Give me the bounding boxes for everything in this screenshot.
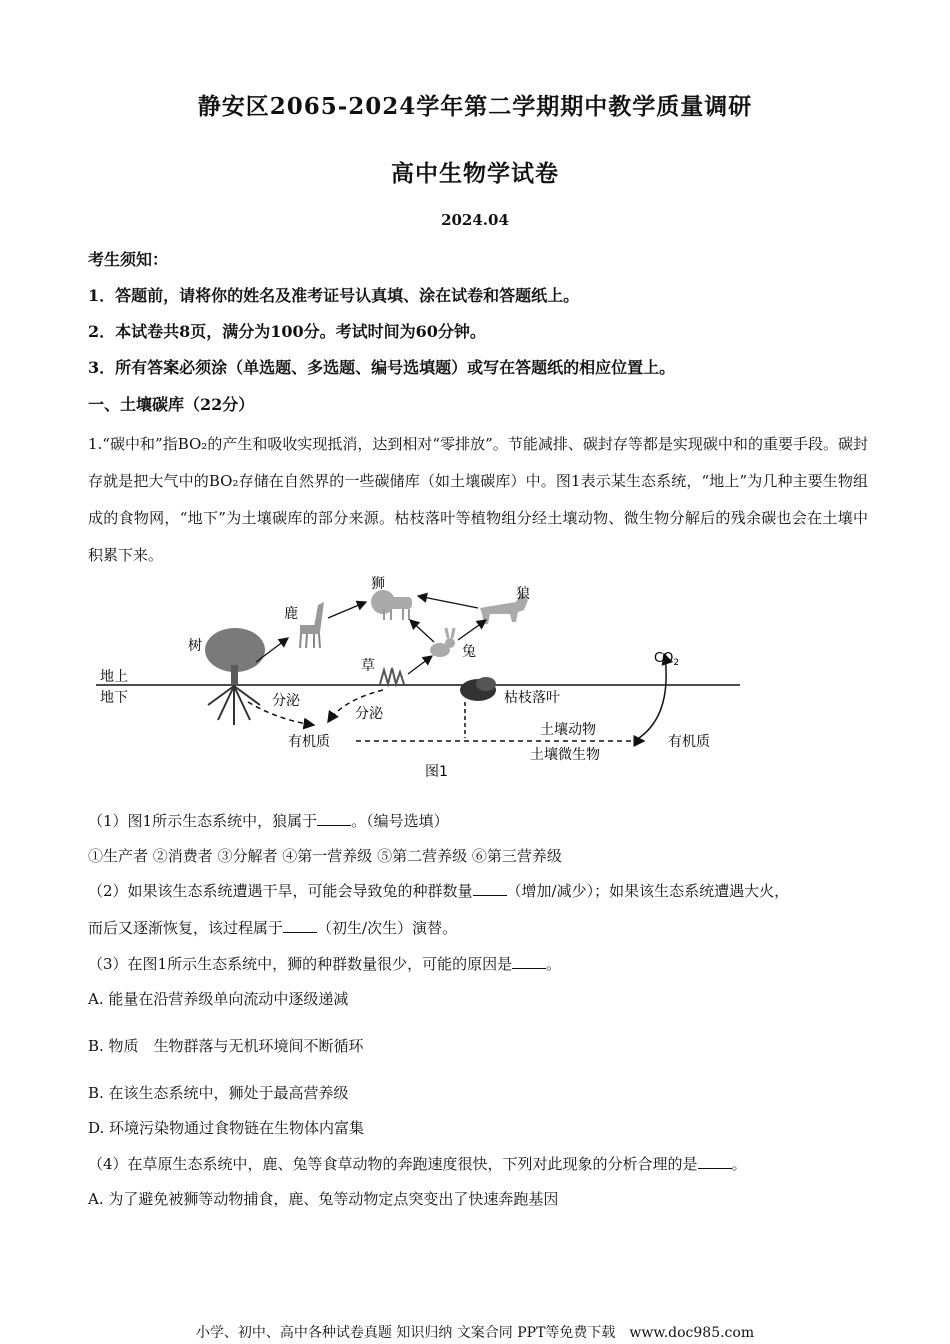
tree-icon xyxy=(205,628,265,725)
label-above: 地上 xyxy=(100,669,128,685)
label-rabbit: 兔 xyxy=(462,644,476,660)
answer-blank[interactable] xyxy=(512,954,546,969)
answer-blank[interactable] xyxy=(473,881,507,896)
label-secrete-2: 分泌 xyxy=(355,706,383,722)
option-c: B. 在该生态系统中，狮处于最高营养级 xyxy=(88,1084,349,1102)
exam-subtitle: 高中生物学试卷 xyxy=(391,160,559,187)
label-organic-left: 有机质 xyxy=(288,734,330,750)
notice-item: 2．本试卷共8页，满分为100分。考试时间为60分钟。 xyxy=(88,322,486,341)
question-4: （4）在草原生态系统中，鹿、兔等食草动物的奔跑速度很快，下列对此现象的分析合理的是 。 xyxy=(88,1155,747,1173)
label-soil-animals: 土壤动物 xyxy=(540,722,596,738)
notice-heading: 考生须知： xyxy=(88,250,169,269)
option-a: A. 为了避免被狮等动物捕食，鹿、兔等动物定点突变出了快速奔跑基因 xyxy=(88,1190,559,1208)
question-3: （3）在图1所示生态系统中，狮的种群数量很少，可能的原因是 。 xyxy=(88,955,562,973)
section-heading: 一、土壤碳库（22分） xyxy=(88,395,255,414)
label-soil-microbes: 土壤微生物 xyxy=(530,747,600,763)
label-secrete-1: 分泌 xyxy=(272,693,300,709)
answer-blank[interactable] xyxy=(317,811,351,826)
label-organic-right: 有机质 xyxy=(668,734,710,750)
lion-icon xyxy=(371,590,412,620)
notice-item: 3．所有答案必须涂（单选题、多选题、编号选填题）或写在答题纸的相应位置上。 xyxy=(88,358,676,377)
question-2-line2: 而后又逐渐恢复，该过程属于 （初生/次生）演替。 xyxy=(88,919,458,937)
label-deer: 鹿 xyxy=(284,606,298,622)
label-grass: 草 xyxy=(361,658,375,674)
option-b: B. 物质 生物群落与无机环境间不断循环 xyxy=(88,1037,364,1055)
question-1-options: ①生产者 ②消费者 ③分解者 ④第一营养级 ⑤第二营养级 ⑥第三营养级 xyxy=(88,847,562,865)
exam-date: 2024.04 xyxy=(441,211,509,229)
exam-title: 静安区2065-2024学年第二学期期中教学质量调研 xyxy=(197,93,753,120)
deer-icon xyxy=(300,602,324,648)
answer-blank[interactable] xyxy=(283,918,317,933)
label-lion: 狮 xyxy=(371,576,385,592)
option-a: A. 能量在沿营养级单向流动中逐级递减 xyxy=(88,990,349,1008)
question-1: （1）图1所示生态系统中，狼属于 。（编号选填） xyxy=(88,812,449,830)
label-below: 地下 xyxy=(100,690,128,706)
footer-text: 小学、初中、高中各种试卷真题 知识归纳 文案合同 PPT等免费下载 www.doc985.com xyxy=(195,1325,755,1341)
option-d: D. 环境污染物通过食物链在生物体内富集 xyxy=(88,1119,365,1137)
grass-icon xyxy=(380,668,404,684)
rabbit-icon xyxy=(430,628,455,657)
label-tree: 树 xyxy=(188,638,202,654)
litter-icon xyxy=(460,677,496,701)
answer-blank[interactable] xyxy=(698,1154,732,1169)
label-litter: 枯枝落叶 xyxy=(504,690,560,706)
figure-1 xyxy=(88,570,768,785)
label-co2: $CO_2$ xyxy=(654,651,680,668)
notice-item: 1．答题前，请将你的姓名及准考证号认真填、涂在试卷和答题纸上。 xyxy=(88,286,580,305)
question-intro: 1.“碳中和”指BO₂的产生和吸收实现抵消，达到相对“零排放”。节能减排、碳封存等都是实现碳中和的重要手段。碳封存就是把大气中的BO₂存储在自然界的一些碳储库（如土壤碳库）中。图1表示某生态系统，“地上”为几种主要生物组成的食物网，“地下”为土壤碳库的部分来源。枯枝落叶等植物组分经土壤动物、微生物分解后的残余碳也会在土壤中积累下来。 xyxy=(88,435,868,564)
figure-caption: 图1 xyxy=(425,764,448,780)
label-wolf: 狼 xyxy=(516,586,530,602)
question-2-line1: （2）如果该生态系统遭遇干旱，可能会导致兔的种群数量 （增加/减少）；如果该生态系统遭遇大火， xyxy=(88,882,790,900)
